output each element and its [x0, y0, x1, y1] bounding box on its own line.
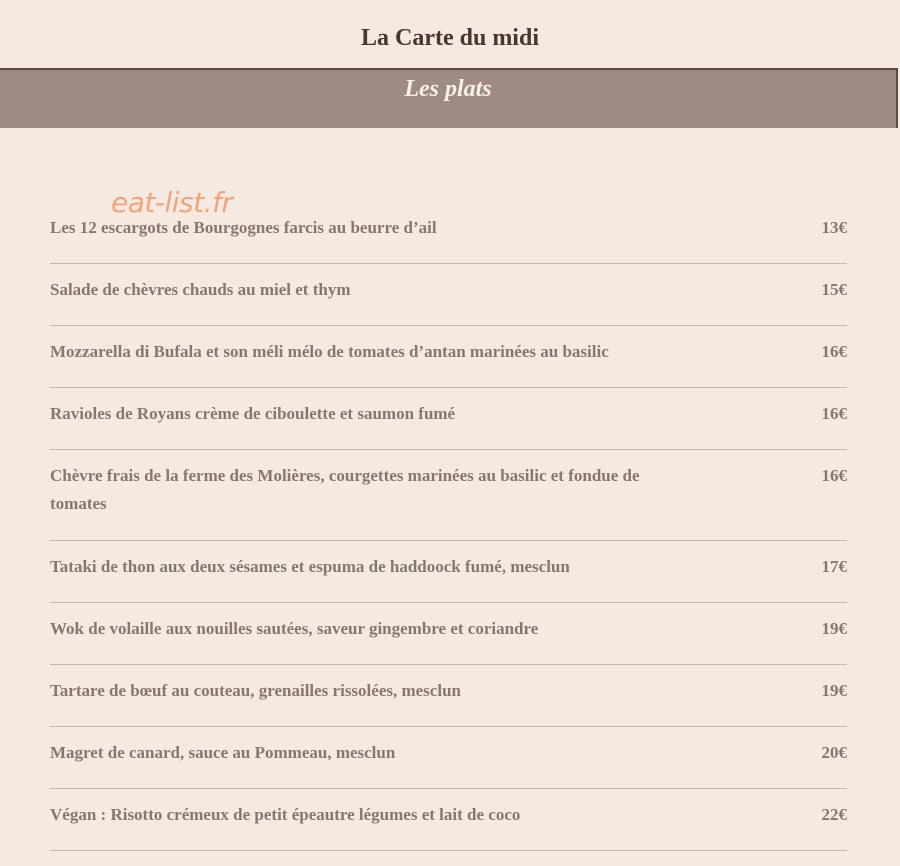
menu-item	[50, 603, 847, 665]
section-header	[0, 68, 898, 128]
dish-name: Wok de volaille aux nouilles sautées, saveur gingembre et coriandre	[50, 619, 539, 638]
dish-name: Chèvre frais de la ferme des Molières, courgettes marinées au basilic et fondue de tomates	[50, 466, 640, 513]
menu-item	[50, 326, 847, 388]
menu-item	[50, 264, 847, 326]
dish-name: Magret de canard, sauce au Pommeau, mesclun	[50, 743, 396, 762]
dish-price: 17€	[821, 557, 847, 576]
menu-item	[50, 665, 847, 727]
dish-price: 22€	[821, 805, 847, 824]
dish-name: Tataki de thon aux deux sésames et espuma de haddoock fumé, mesclun	[50, 557, 570, 576]
dish-price: 15€	[821, 280, 847, 299]
dish-price: 19€	[821, 619, 847, 638]
menu-item	[50, 388, 847, 450]
dish-price: 20€	[821, 743, 847, 762]
menu-item	[50, 789, 847, 851]
menu-item	[50, 727, 847, 789]
menu-item	[50, 541, 847, 603]
menu-item	[50, 202, 847, 264]
watermark-logo: eat-list.fr	[111, 186, 233, 219]
section-title: Les plats	[404, 76, 492, 102]
page-title: La Carte du midi	[360, 25, 539, 51]
dish-name: Ravioles de Royans crème de ciboulette et saumon fumé	[50, 404, 456, 423]
dish-name: Les 12 escargots de Bourgognes farcis au beurre d’ail	[50, 218, 437, 237]
dish-price: 16€	[821, 342, 847, 361]
dish-name: Mozzarella di Bufala et son méli mélo de tomates d’antan marinées au basilic	[50, 342, 609, 361]
dish-name: Tartare de bœuf au couteau, grenailles rissolées, mesclun	[50, 681, 461, 700]
menu-list	[50, 202, 847, 851]
dish-name: Salade de chèvres chauds au miel et thym	[50, 280, 351, 299]
menu-item	[50, 450, 847, 541]
dish-price: 16€	[821, 404, 847, 423]
dish-price: 13€	[821, 218, 847, 237]
dish-name: Végan : Risotto crémeux de petit épeautre légumes et lait de coco	[50, 805, 521, 824]
dish-price: 19€	[821, 681, 847, 700]
dish-price: 16€	[821, 466, 847, 485]
